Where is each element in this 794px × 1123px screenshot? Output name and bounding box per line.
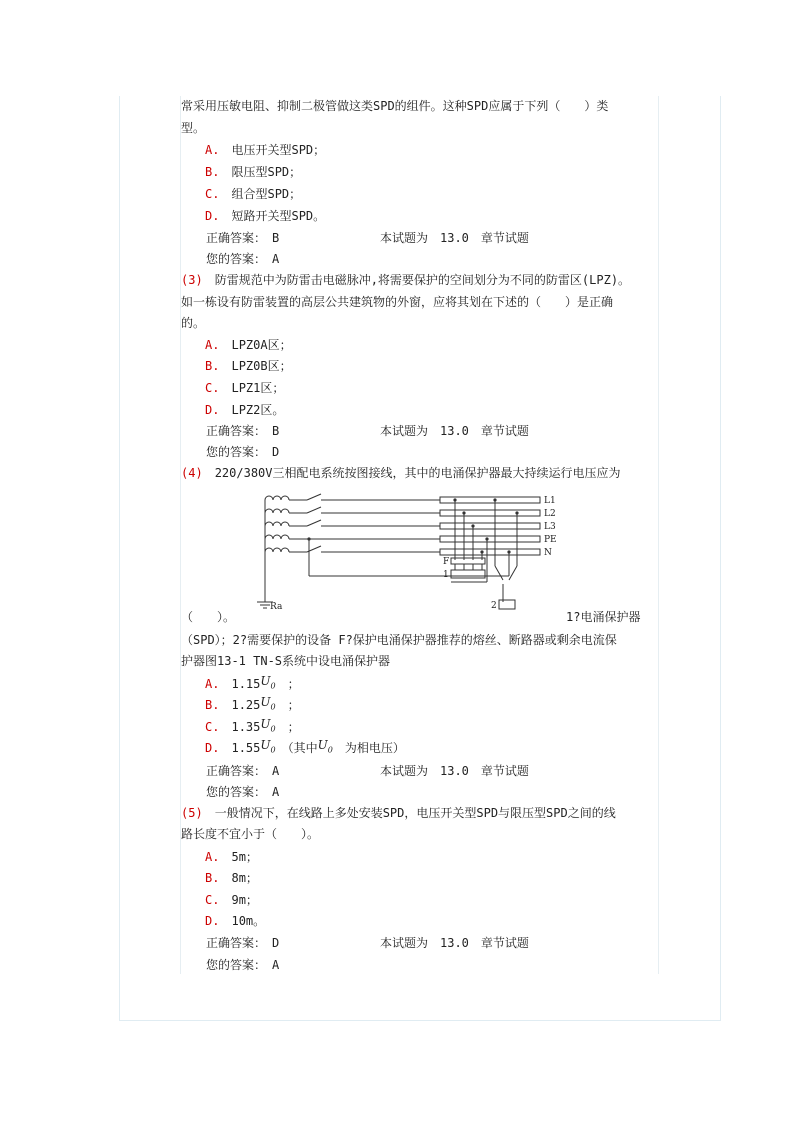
figure-note: 1?电涌保护器	[566, 610, 641, 624]
figure-note: （SPD）；2?需要保护的设备 F?保护电涌保护器推荐的熔丝、断路器或剩余电流保	[181, 633, 617, 647]
option-b: B. $1.25U_0$ ；	[205, 695, 300, 712]
your-answer: 您的答案： D	[206, 445, 280, 459]
option-d: D. 短路开关型SPD。	[205, 209, 326, 223]
question-stem: (5) 一般情况下，在线路上多处安装SPD，电压开关型SPD与限压型SPD之间的线	[181, 806, 616, 820]
winding-pe	[265, 535, 289, 539]
fuse-f	[451, 558, 485, 564]
winding-l2	[265, 509, 289, 513]
option-d: D. $1.55U_0$ （其中$U_0$ 为相电压）	[205, 738, 405, 755]
label-ra: Ra	[270, 602, 283, 612]
your-answer: 您的答案： A	[206, 252, 280, 266]
score-info: 本试题为 13.0 章节试题	[380, 231, 529, 245]
question-stem: (4) 220/380V三相配电系统按图接线，其中的电涌保护器最大持续运行电压应为	[181, 466, 621, 480]
label-l3: L3	[544, 522, 556, 532]
winding-l3	[265, 522, 289, 526]
correct-answer: 正确答案： A	[206, 764, 280, 778]
spd-1	[451, 570, 485, 578]
label-l1: L1	[544, 496, 556, 506]
u0-symbol: $U_0$	[260, 738, 276, 755]
option-d: D. 10m。	[205, 914, 266, 928]
question-stem: 如一栋设有防雷装置的高层公共建筑物的外窗，应将其划在下述的（ ）是正确	[181, 295, 614, 309]
score-info: 本试题为 13.0 章节试题	[380, 764, 529, 778]
question-stem: （ ）。	[181, 610, 236, 624]
label-pe: PE	[544, 535, 557, 545]
correct-answer: 正确答案： B	[206, 424, 280, 438]
question-number: (3)	[181, 273, 203, 287]
winding-n	[265, 548, 289, 552]
label-2: 2	[491, 601, 497, 611]
question-stem: 型。	[181, 121, 206, 135]
question-number: (4)	[181, 466, 203, 480]
figure-caption: 护器图13-1 TN-S系统中设电涌保护器	[181, 654, 391, 668]
u0-symbol: $U_0$	[260, 674, 276, 691]
u0-symbol: $U_0$	[317, 738, 333, 755]
equipment-2	[499, 600, 515, 609]
correct-answer: 正确答案： B	[206, 231, 280, 245]
question-number: (5)	[181, 806, 203, 820]
option-b: B. LPZ0B区；	[205, 359, 292, 373]
option-b: B. 限压型SPD；	[205, 165, 302, 179]
option-c: C. LPZ1区；	[205, 381, 285, 395]
label-n: N	[544, 548, 552, 558]
option-d: D. LPZ2区。	[205, 403, 285, 417]
label-1: 1	[443, 570, 449, 580]
u0-symbol: $U_0$	[260, 695, 276, 712]
label-f: F	[443, 557, 450, 567]
score-info: 本试题为 13.0 章节试题	[380, 424, 529, 438]
option-a: A. 电压开关型SPD；	[205, 143, 326, 157]
content-border-left	[180, 96, 181, 974]
score-info: 本试题为 13.0 章节试题	[380, 936, 529, 950]
option-a: A. LPZ0A区；	[205, 338, 292, 352]
option-b: B. 8m；	[205, 871, 258, 885]
tn-s-wiring-diagram	[255, 488, 565, 612]
correct-answer: 正确答案： D	[206, 936, 280, 950]
u0-symbol: $U_0$	[260, 717, 276, 734]
question-stem: 的。	[181, 316, 206, 330]
winding-l1	[265, 496, 289, 500]
option-c: C. 9m；	[205, 893, 258, 907]
option-c: C. 组合型SPD；	[205, 187, 302, 201]
your-answer: 您的答案： A	[206, 785, 280, 799]
question-stem: 常采用压敏电阻、抑制二极管做这类SPD的组件。这种SPD应属于下列（ ）类	[181, 99, 609, 113]
your-answer: 您的答案： A	[206, 958, 280, 972]
question-stem: 路长度不宜小于（ ）。	[181, 827, 320, 841]
label-l2: L2	[544, 509, 556, 519]
option-a: A. $1.15U_0$ ；	[205, 674, 300, 691]
question-stem: (3) 防雷规范中为防雷击电磁脉冲,将需要保护的空间划分为不同的防雷区(LPZ)。	[181, 273, 631, 287]
option-a: A. 5m；	[205, 850, 258, 864]
option-c: C. $1.35U_0$ ；	[205, 717, 300, 734]
content-border-right	[658, 96, 659, 974]
